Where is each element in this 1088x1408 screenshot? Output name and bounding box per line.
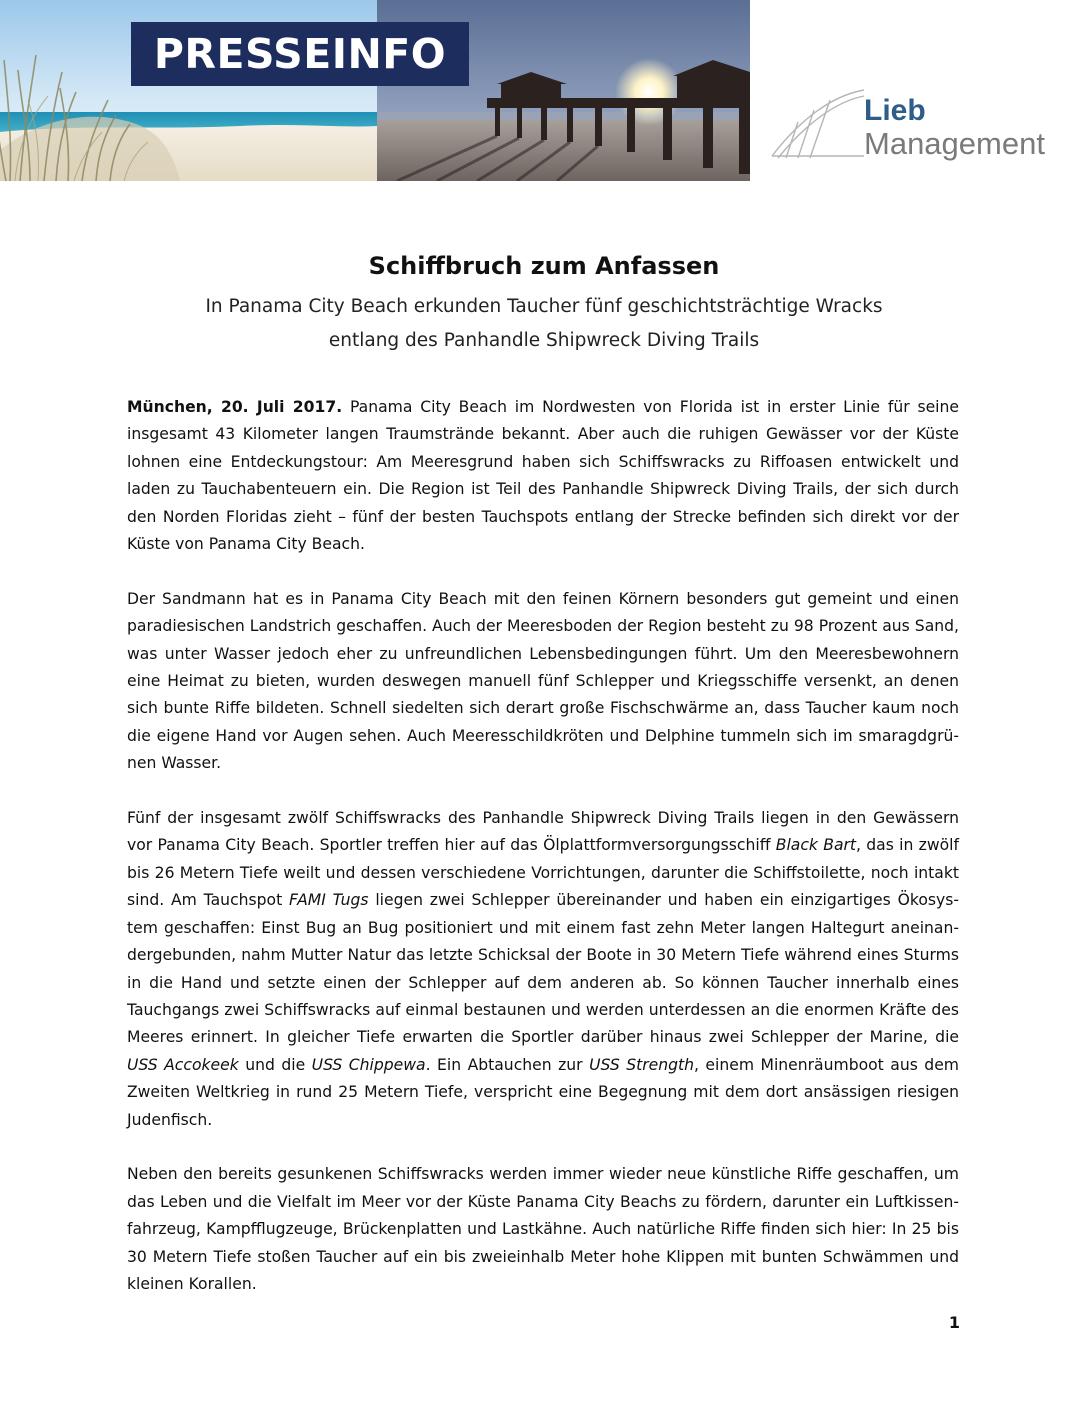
subtitle-line-1: In Panama City Beach erkunden Taucher fünf geschichtsträchtige Wracks: [205, 296, 883, 317]
logo-swoosh-icon: [768, 82, 868, 172]
ship-name-uss-strength: USS Strength: [589, 1055, 694, 1074]
logo-name-line1: Lieb: [864, 94, 926, 127]
header-banner: [0, 0, 750, 181]
page-title: Schiffbruch zum Anfassen: [368, 252, 720, 280]
ship-name-uss-accokeek: USS Accokeek: [127, 1055, 239, 1074]
text-run: , einem Minenräumboot aus dem Zweiten Weltkrieg in rund 25 Metern Tiefe, verspricht eine Begegnung mit dem dort ansässigen riesigen Judenfisch.: [127, 1055, 959, 1129]
paragraph-reefs: Neben den bereits gesunkenen Schiffswracks werden immer wieder neue künstliche Riffe geschaffen, um das Leben und die Vielfalt im Meer vor der Küste Panama City Beachs zu fördern, darunter ein Luftkissenfahrzeug, Kampfflugzeuge, Brückenplatten und Lastkähne. Auch natürliche Riffe finden sich hier: In 25 bis 30 Metern Tiefe stoßen Taucher auf ein bis zweieinhalb Meter hohe Klippen mit bunten Schwämmen und kleinen Korallen.: [127, 1165, 959, 1293]
paragraph-sand: Der Sandmann hat es in Panama City Beach mit den feinen Körnern besonders gut gemeint und einen paradiesischen Landstrich geschaffen. Auch der Meeresboden der Region besteht zu 98 Prozent aus Sand, was unter Wasser jedoch eher zu unfreundlichen Lebensbedingungen führt. Um den Meeresbewohnern eine Heimat zu bieten, wurden deswegen manuell fünf Schlepper und Kriegsschiffe versenkt, an denen sich bunte Riffe bildeten. Schnell siedelten sich derart große Fischschwärme an, dass Taucher kaum noch die eigene Hand vor Augen sehen. Auch Meeresschildkröten und Delphine tummeln sich im smaragdgrünen Wasser.: [127, 589, 959, 773]
text-run: Fünf der insgesamt zwölf Schiffswracks des Panhandle Shipwreck Diving Trails liegen in den Gewässern vor Panama City Beach. Sportler treffen hier auf das Ölplattformversorgungsschiff: [127, 809, 959, 855]
ship-name-fami-tugs: FAMI Tugs: [289, 891, 369, 910]
text-run: und die: [238, 1055, 312, 1074]
presseinfo-label: PRESSEINFO: [153, 30, 447, 78]
paragraph-wrecks: [127, 805, 959, 1134]
text-run: liegen zwei Schlepper übereinander und haben ein einzigartiges Ökosystem geschaffen: Einst Bug an Bug positioniert und mit einem fast zehn Meter langen Haltegurt aneinandergebunden, nahm Mutter Natur das letzte Schicksal der Boote in 30 Metern Tiefe während eines Sturms in die Hand und setzte einen der Schlepper auf dem anderen ab. So können Taucher innerhalb eines Tauchgangs zwei Schiffswracks auf einmal bestaunen und werden unterdessen an die enormen Kräfte des Meeres erinnert. In gleicher Tiefe erwarten die Sportler darüber hinaus zwei Schlepper der Marine, die: [127, 891, 959, 1047]
article-body: [127, 394, 959, 1326]
logo-name-line2: Management: [864, 126, 1045, 161]
lieb-management-logo: [768, 82, 1078, 172]
text-run: , das in zwölf bis 26 Metern Tiefe weilt und dessen verschiedene Vorrichtungen, darunter die Schiffstoilette, noch intakt sind. Am Tauchspot: [127, 836, 959, 910]
ship-name-black-bart: Black Bart: [775, 836, 857, 855]
subtitle-line-2: entlang des Panhandle Shipwreck Diving Trails: [328, 330, 760, 351]
presseinfo-banner-box: [131, 22, 469, 86]
paragraph-intro-text: Panama City Beach im Nordwesten von Florida ist in erster Linie für seine insgesamt 43 Kilometer langen Traumstrände bekannt. Aber auch die ruhigen Gewässer vor der Küste lohnen eine Entdeckungstour: Am Meeresgrund haben sich Schiffswracks zu Riffoasen entwickelt und laden zu Tauchabenteuern ein. Die Region ist Teil des Panhandle Shipwreck Diving Trails, der sich durch den Norden Floridas zieht – fünf der besten Tauchspots entlang der Strecke befinden sich direkt vor der Küste von Panama City Beach.: [127, 398, 959, 554]
page-number: 1: [948, 1313, 960, 1332]
text-run: . Ein Abtauchen zur: [425, 1055, 590, 1074]
ship-name-uss-chippewa: USS Chippewa: [311, 1055, 426, 1074]
paragraph-intro: [127, 394, 959, 558]
dateline: München, 20. Juli 2017.: [127, 398, 343, 416]
